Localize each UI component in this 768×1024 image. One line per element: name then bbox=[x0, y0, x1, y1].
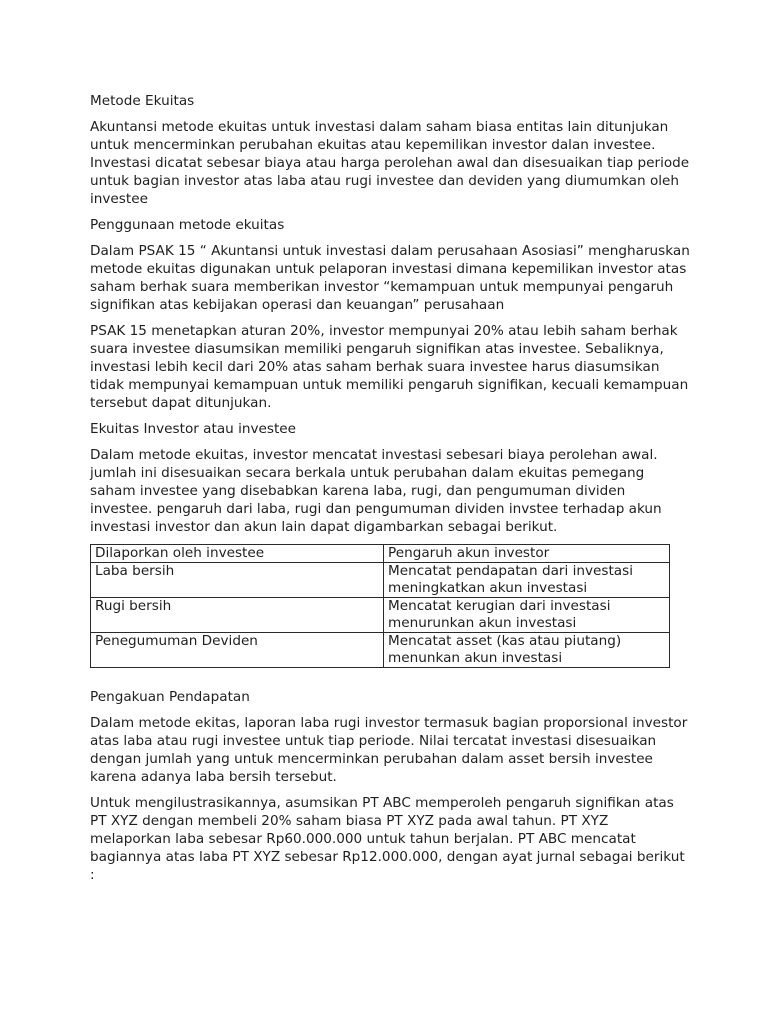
table-cell: Mencatat pendapatan dari investasi meningkatkan akun investasi bbox=[384, 563, 670, 598]
paragraph: Dalam metode ekuitas, investor mencatat investasi sebesari biaya perolehan awal. jumlah ini disesuaikan secara berkala untuk perubahan dalam ekuitas pemegang saham investee yang disebabkan karena laba, rugi, dan pengumuman dividen investee. pengaruh dari laba, rugi dan pengumuman dividen invstee terhadap akun investasi investor dan akun lain dapat digambarkan sebagai berikut. bbox=[90, 447, 662, 535]
paragraph: Dalam metode ekitas, laporan laba rugi investor termasuk bagian proporsional investor atas laba atau rugi investee untuk tiap periode. Nilai tercatat investasi disesuaikan dengan jumlah yang untuk mencerminkan perubahan dalam asset bersih investee karena adanya laba bersih tersebut. bbox=[90, 715, 688, 785]
table-header-cell: Dilaporkan oleh investee bbox=[91, 545, 384, 563]
table-row bbox=[91, 563, 670, 598]
section-heading: Penggunaan metode ekuitas bbox=[90, 217, 285, 233]
section-heading: Ekuitas Investor atau investee bbox=[90, 421, 297, 437]
table-header-cell: Pengaruh akun investor bbox=[384, 545, 670, 563]
investor-effect-table bbox=[90, 544, 670, 668]
table-cell: Mencatat asset (kas atau piutang) menunkan akun investasi bbox=[384, 633, 670, 668]
table-header-row bbox=[91, 545, 670, 563]
section-heading: Metode Ekuitas bbox=[90, 93, 195, 109]
paragraph: Untuk mengilustrasikannya, asumsikan PT ABC memperoleh pengaruh signifikan atas PT XYZ dengan membeli 20% saham biasa PT XYZ pada awal tahun. PT XYZ melaporkan laba sebesar Rp60.000.000 untuk tahun berjalan. PT ABC mencatat bagiannya atas laba PT XYZ sebesar Rp12.000.000, dengan ayat jurnal sebagai berikut : bbox=[90, 795, 685, 883]
section-heading: Pengakuan Pendapatan bbox=[90, 689, 250, 705]
table-cell: Rugi bersih bbox=[91, 598, 384, 633]
paragraph: Akuntansi metode ekuitas untuk investasi dalam saham biasa entitas lain ditunjukan untuk mencerminkan perubahan ekuitas atau kepemilikan investor dalan investee. Investasi dicatat sebesar biaya atau harga perolehan awal dan disesuaikan tiap periode untuk bagian investor atas laba atau rugi investee dan deviden yang diumumkan oleh investee bbox=[90, 119, 690, 207]
table-cell: Laba bersih bbox=[91, 563, 384, 598]
table-cell: Mencatat kerugian dari investasi menurunkan akun investasi bbox=[384, 598, 670, 633]
paragraph: PSAK 15 menetapkan aturan 20%, investor mempunyai 20% atau lebih saham berhak suara investee diasumsikan memiliki pengaruh signifikan atas investee. Sebaliknya, investasi lebih kecil dari 20% atas saham berhak suara investee harus diasumsikan tidak mempunyai kemampuan untuk memiliki pengaruh signifikan, kecuali kemampuan tersebut dapat ditunjukan. bbox=[90, 323, 689, 411]
paragraph: Dalam PSAK 15 “ Akuntansi untuk investasi dalam perusahaan Asosiasi” mengharuskan metode ekuitas digunakan untuk pelaporan investasi dimana kepemilikan investor atas saham berhak suara memberikan investor “kemampuan untuk mempunyai pengaruh signifikan atas kebijakan operasi dan keuangan” perusahaan bbox=[90, 243, 690, 313]
document-page bbox=[90, 92, 690, 892]
table-cell: Penegumuman Deviden bbox=[91, 633, 384, 668]
table-row bbox=[91, 598, 670, 633]
table-row bbox=[91, 633, 670, 668]
